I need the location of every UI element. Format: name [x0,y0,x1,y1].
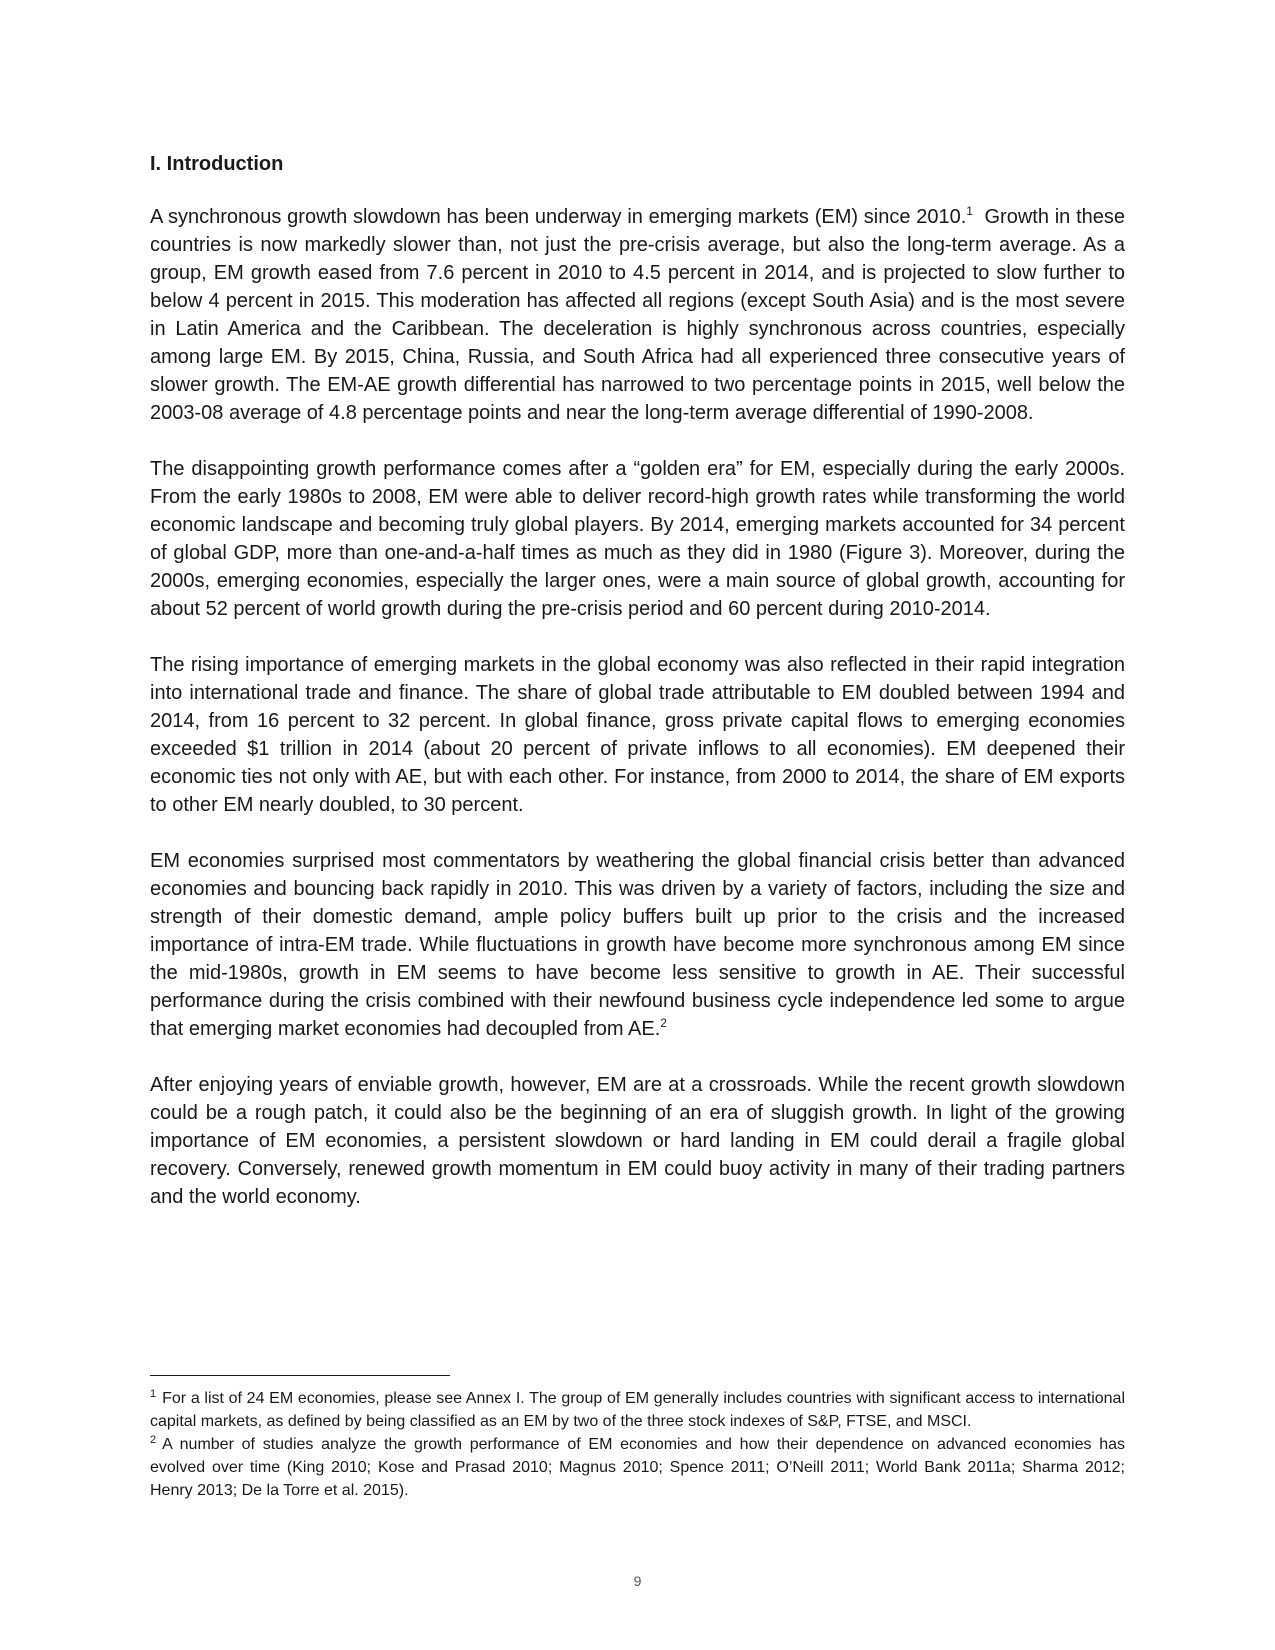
footnote-divider [150,1375,450,1376]
footnote-1-text: For a list of 24 EM economies, please see Annex I. The group of EM generally includes countries with significant access to international capital markets, as defined by being classified as an EM by two of the three stock indexes of S&P, FTSE, and MSCI. [150,1390,1125,1430]
section-heading: I. Introduction [150,153,284,175]
footnote-2-text: A number of studies analyze the growth performance of EM economies and how their dependence on advanced economies has evolved over time (King 2010; Kose and Prasad 2010; Magnus 2010; Spence 2011; O’Neill 2011; World Bank 2011a; Sharma 2012; Henry 2013; De la Torre et al. 2015). [150,1436,1125,1499]
footnote-mark-1: 1 [150,1388,157,1400]
footnote-mark-2: 2 [150,1434,157,1446]
footnote-ref-1[interactable]: 1 [966,204,973,218]
footnotes [150,1387,1125,1502]
paragraph-1 [150,203,1131,427]
paragraph-1-text-cont: Growth in these countries is now markedly slower than, not just the pre-crisis average, but also the long-term average. As a group, EM growth eased from 7.6 percent in 2010 to 4.5 percent in 2014, and is projected to slow further to below 4 percent in 2015. This moderation has affected all regions (except South Asia) and is the most severe in Latin America and the Caribbean. The deceleration is highly synchronous across countries, especially among large EM. By 2015, China, Russia, and South Africa had all experienced three consecutive years of slower growth. The EM-AE growth differential has narrowed to two percentage points in 2015, well below the 2003-08 average of 4.8 percentage points and near the long-term average differential of 1990-2008. [150,206,1131,424]
footnote-ref-2[interactable]: 2 [660,1016,667,1030]
page-number: 9 [633,1573,642,1589]
paragraph-1-text: A synchronous growth slowdown has been underway in emerging markets (EM) since 2010. [150,206,967,228]
footnote-1 [150,1387,1125,1433]
paragraph-4-text: EM economies surprised most commentators by weathering the global financial crisis better than advanced economies and bouncing back rapidly in 2010. This was driven by a variety of factors, including the size and strength of their domestic demand, ample policy buffers built up prior to the crisis and the increased importance of intra-EM trade. While fluctuations in growth have become more synchronous among EM since the mid-1980s, growth in EM seems to have become less sensitive to growth in AE. Their successful performance during the crisis combined with their newfound business cycle independence led some to argue that emerging market economies had decoupled from AE. [150,850,1125,1040]
paragraph-5: After enjoying years of enviable growth, however, EM are at a crossroads. While the recent growth slowdown could be a rough patch, it could also be the beginning of an era of sluggish growth. In light of the growing importance of EM economies, a persistent slowdown or hard landing in EM could derail a fragile global recovery. Conversely, renewed growth momentum in EM could buoy activity in many of their trading partners and the world economy. [150,1074,1125,1208]
body-text [150,203,1131,1239]
footnote-2 [150,1433,1125,1502]
paragraph-2: The disappointing growth performance comes after a “golden era” for EM, especially during the early 2000s. From the early 1980s to 2008, EM were able to deliver record-high growth rates while transforming the world economic landscape and becoming truly global players. By 2014, emerging markets accounted for 34 percent of global GDP, more than one-and-a-half times as much as they did in 1980 (Figure 3). Moreover, during the 2000s, emerging economies, especially the larger ones, were a main source of global growth, accounting for about 52 percent of world growth during the pre-crisis period and 60 percent during 2010-2014. [150,458,1125,620]
paragraph-4 [150,847,1125,1043]
paragraph-3: The rising importance of emerging markets in the global economy was also reflected in their rapid integration into international trade and finance. The share of global trade attributable to EM doubled between 1994 and 2014, from 16 percent to 32 percent. In global finance, gross private capital flows to emerging economies exceeded $1 trillion in 2014 (about 20 percent of private inflows to all economies). EM deepened their economic ties not only with AE, but with each other. For instance, from 2000 to 2014, the share of EM exports to other EM nearly doubled, to 30 percent. [150,654,1125,816]
document-page [150,0,1131,1650]
